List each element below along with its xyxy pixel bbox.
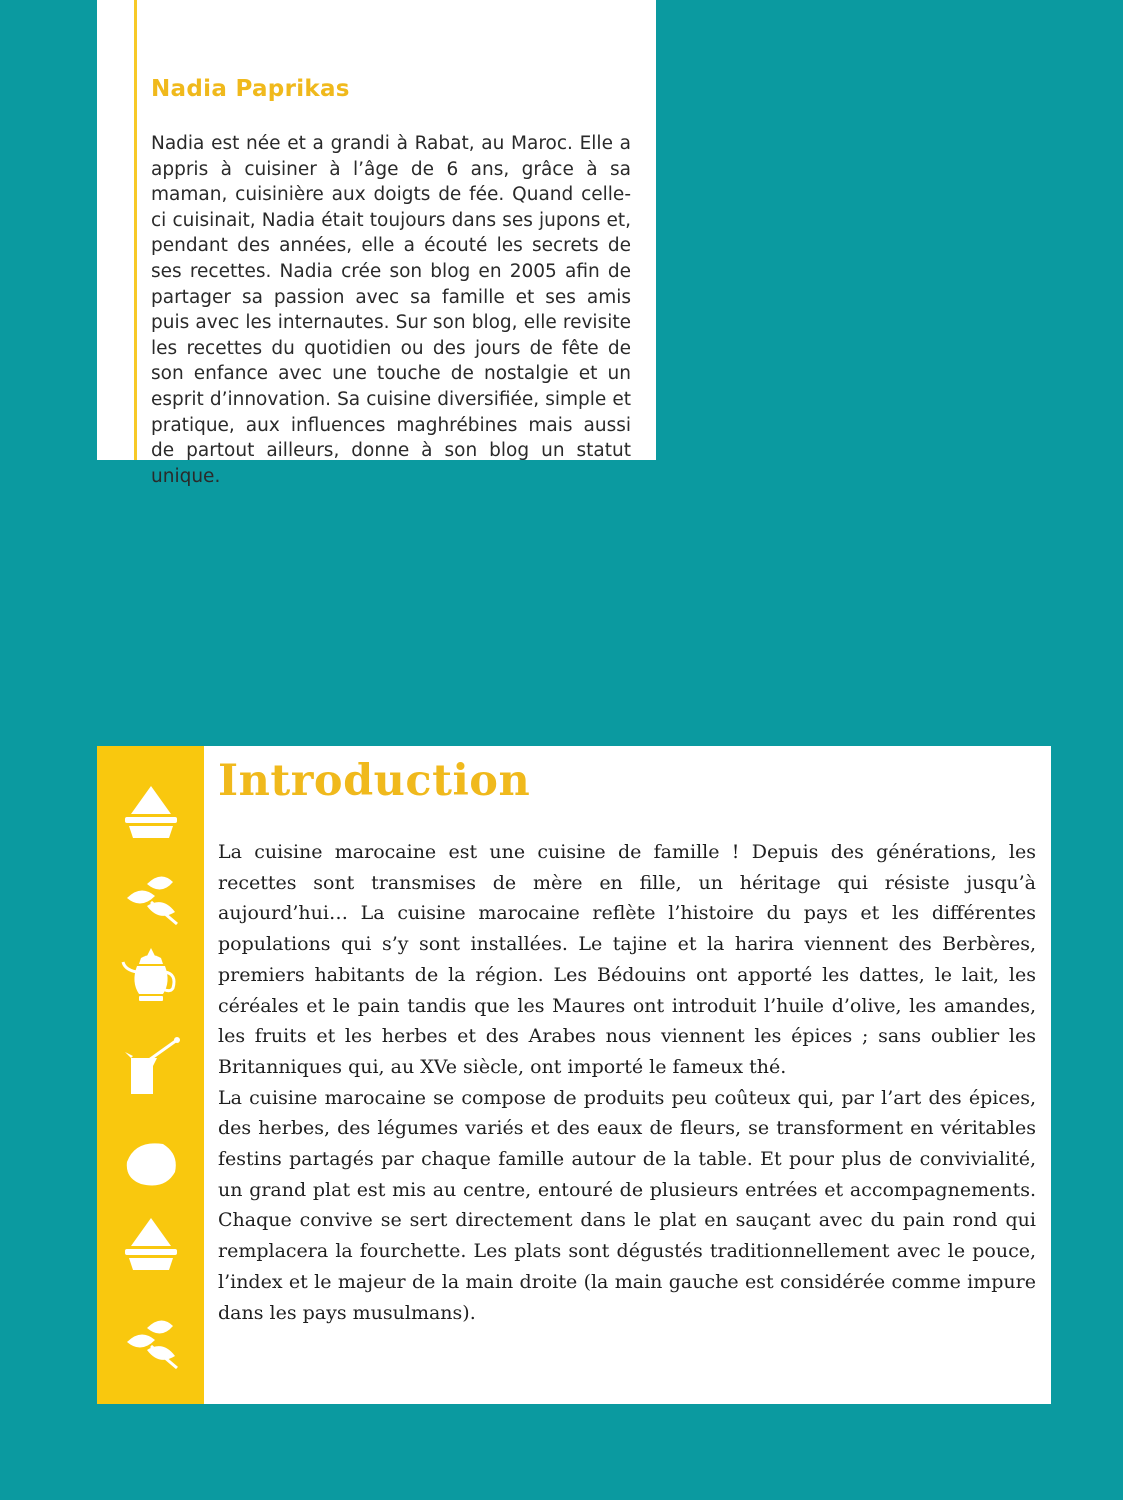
coffee-pot-icon bbox=[121, 1036, 181, 1096]
introduction-title: Introduction bbox=[218, 756, 531, 806]
lemon-icon bbox=[121, 1134, 181, 1194]
author-name: Nadia Paprikas bbox=[151, 76, 350, 102]
introduction-paragraph-2: La cuisine marocaine se compose de produits peu coûteux qui, par l’art des épices, des herbes, des légumes variés et des eaux de fleurs, se transforment en véritables festins partagés par chaque famille autour de la table. Et pour plus de convivialité, un grand plat est mis au centre, entouré de plusieurs entrées et accompagnements. Chaque convive se sert directement dans le plat en sauçant avec du pain rond qui remplacera la fourchette. Les plats sont dégustés traditionnellement avec le pouce, l’index et le majeur de la main droite (la main gauche est considérée comme impure dans les pays musulmans). bbox=[218, 1086, 1036, 1324]
accent-rule bbox=[134, 0, 137, 460]
teapot-icon bbox=[121, 946, 181, 1006]
tajine-icon bbox=[121, 782, 181, 842]
mint-leaves-icon bbox=[121, 870, 181, 930]
introduction-body bbox=[218, 837, 1036, 1328]
introduction-paragraph-1: La cuisine marocaine est une cuisine de famille ! Depuis des générations, les recettes sont transmises de mère en fille, un héritage qui résiste jusqu’à aujourd’hui… La cuisine marocaine reflète l’histoire du pays et les différentes populations qui s’y sont installées. Le tajine et la harira viennent des Berbères, premiers habitants de la région. Les Bédouins ont apporté les dattes, le lait, les céréales et le pain tandis que les Maures ont introduit l’huile d’olive, les amandes, les fruits et les herbes et des Arabes nous viennent les épices ; sans oublier les Britanniques qui, au XVe siècle, ont importé le fameux thé. bbox=[218, 841, 1036, 1078]
icon-sidebar bbox=[97, 746, 204, 1404]
tajine-icon bbox=[121, 1214, 181, 1274]
introduction-card bbox=[97, 746, 1051, 1404]
author-bio-text: Nadia est née et a grandi à Rabat, au Maroc. Elle a appris à cuisiner à l’âge de 6 ans, grâce à sa maman, cuisinière aux doigts de fée. Quand celle-ci cuisinait, Nadia était toujours dans ses jupons et, pendant des années, elle a écouté les secrets de ses recettes. Nadia crée son blog en 2005 afin de partager sa passion avec sa famille et ses amis puis avec les internautes. Sur son blog, elle revisite les recettes du quotidien ou des jours de fête de son enfance avec une touche de nostalgie et un esprit d’innovation. Sa cuisine diversifiée, simple et pratique, aux influences maghrébines mais aussi de partout ailleurs, donne à son blog un statut unique. bbox=[151, 133, 631, 487]
mint-leaves-icon bbox=[121, 1314, 181, 1374]
author-bio-card bbox=[97, 0, 656, 487]
